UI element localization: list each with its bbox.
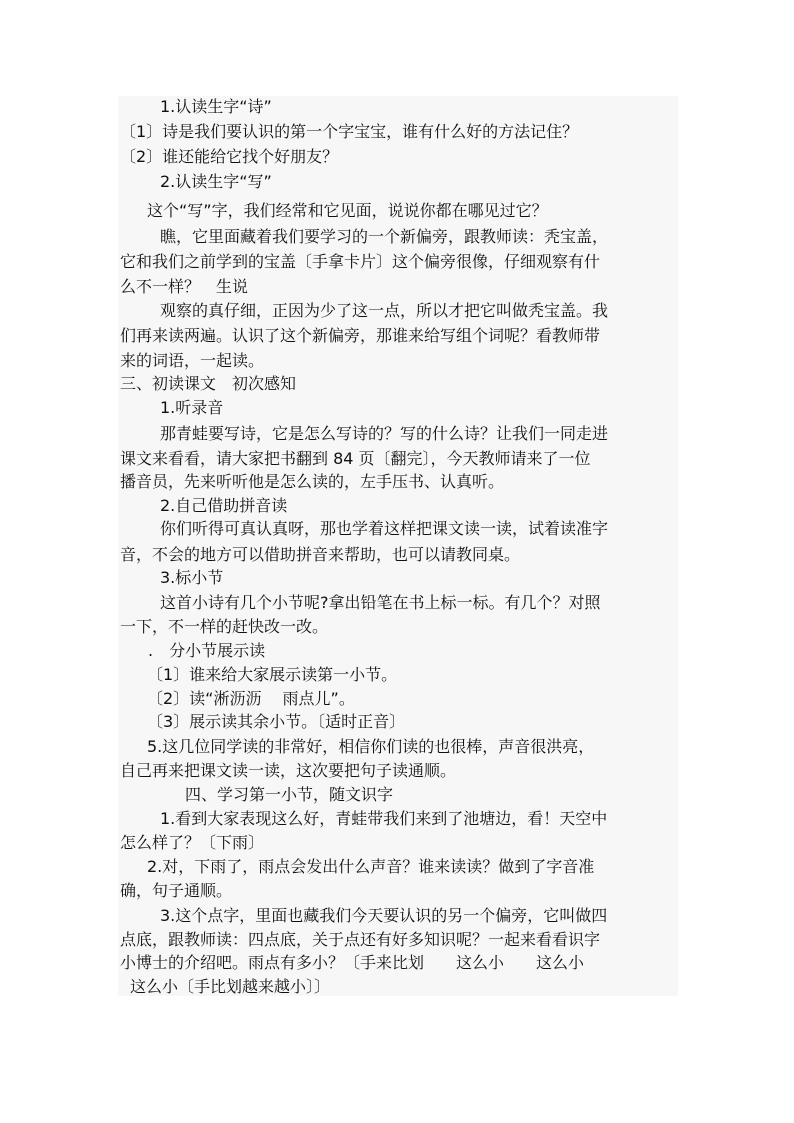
text-line: 怎么样了？〔下雨〕: [120, 833, 265, 852]
text-line: 5.这几位同学读的非常好，相信你们读的也很棒，声音很洪亮，: [147, 737, 595, 756]
text-line: 〔3〕展示读其余小节。〔适时正音〕: [147, 712, 406, 731]
text-line: 确，句子通顺。: [120, 881, 233, 900]
text-line: 课文来看看，请大家把书翻到 84 页〔翻完〕，今天教师请来了一位: [120, 449, 591, 468]
text-line: 它和我们之前学到的宝盖〔手拿卡片〕这个偏旁很像，仔细观察有什: [120, 252, 601, 271]
text-line: 点底，跟教师读：四点底，关于点还有好多知识呢？一起来看看识字: [120, 930, 601, 949]
text-line: 2.自己借助拼音读: [160, 496, 288, 515]
text-line: 这首小诗有几个小节呢?拿出铅笔在书上标一标。有几个？对照: [160, 593, 601, 612]
text-line: 1.听录音: [160, 398, 224, 417]
text-line: 1.看到大家表现这么好，青蛙带我们来到了池塘边，看！天空中: [160, 809, 608, 828]
text-line: 自己再来把课文读一读，这次要把句子读通顺。: [120, 761, 457, 780]
text-line: 〔1〕诗是我们要认识的第一个字宝宝，谁有什么好的方法记住？: [120, 122, 579, 141]
text-line: 你们听得可真认真呀，那也学着这样把课文读一读，试着读准字: [160, 519, 609, 538]
text-line: 们再来读两遍。认识了这个新偏旁，那谁来给写组个词呢？看教师带: [120, 326, 601, 345]
text-line: 来的词语，一起读。: [120, 351, 265, 370]
text-line: 小博士的介绍吧。雨点有多小？〔手来比划 这么小 这么小: [120, 953, 585, 972]
section-heading: 三、初读课文 初次感知: [120, 374, 297, 393]
text-line: 1.认读生字“诗”: [160, 97, 272, 116]
text-line: 音，不会的地方可以借助拼音来帮助，也可以请教同桌。: [120, 545, 521, 564]
text-line: 瞧，它里面藏着我们要学习的一个新偏旁，跟教师读：秃宝盖，: [160, 227, 609, 246]
text-line: 〔1〕谁来给大家展示读第一小节。: [147, 665, 398, 684]
text-line: 〔2〕谁还能给它找个好朋友？: [120, 147, 339, 166]
section-heading: 四、学习第一小节，随文识字: [185, 785, 394, 804]
text-line: . 分小节展示读: [148, 641, 266, 660]
text-line: 一下，不一样的赶快改一改。: [120, 617, 329, 636]
text-line: 那青蛙要写诗，它是怎么写诗的？写的什么诗？让我们一同走进: [160, 424, 609, 443]
text-line: 观察的真仔细，正因为少了这一点，所以才把它叫做秃宝盖。我: [160, 301, 609, 320]
text-line: 3.这个点字，里面也藏我们今天要认识的另一个偏旁，它叫做四: [160, 906, 608, 925]
text-line: 这个“写”字，我们经常和它见面，说说你都在哪见过它？: [147, 201, 548, 220]
text-line: 2.认读生字“写”: [160, 172, 272, 191]
text-line: 播音员，先来听听他是怎么读的，左手压书、认真听。: [120, 472, 505, 491]
text-line: 〔2〕读“淅沥沥 雨点儿”。: [147, 689, 355, 708]
text-line: 2.对，下雨了，雨点会发出什么声音？谁来读读？做到了字音准: [147, 857, 595, 876]
text-line: 3.标小节: [160, 568, 224, 587]
text-line: 这么小〔手比划越来越小〕〕: [130, 977, 331, 996]
text-line: 么不一样？ 生说: [120, 277, 249, 296]
